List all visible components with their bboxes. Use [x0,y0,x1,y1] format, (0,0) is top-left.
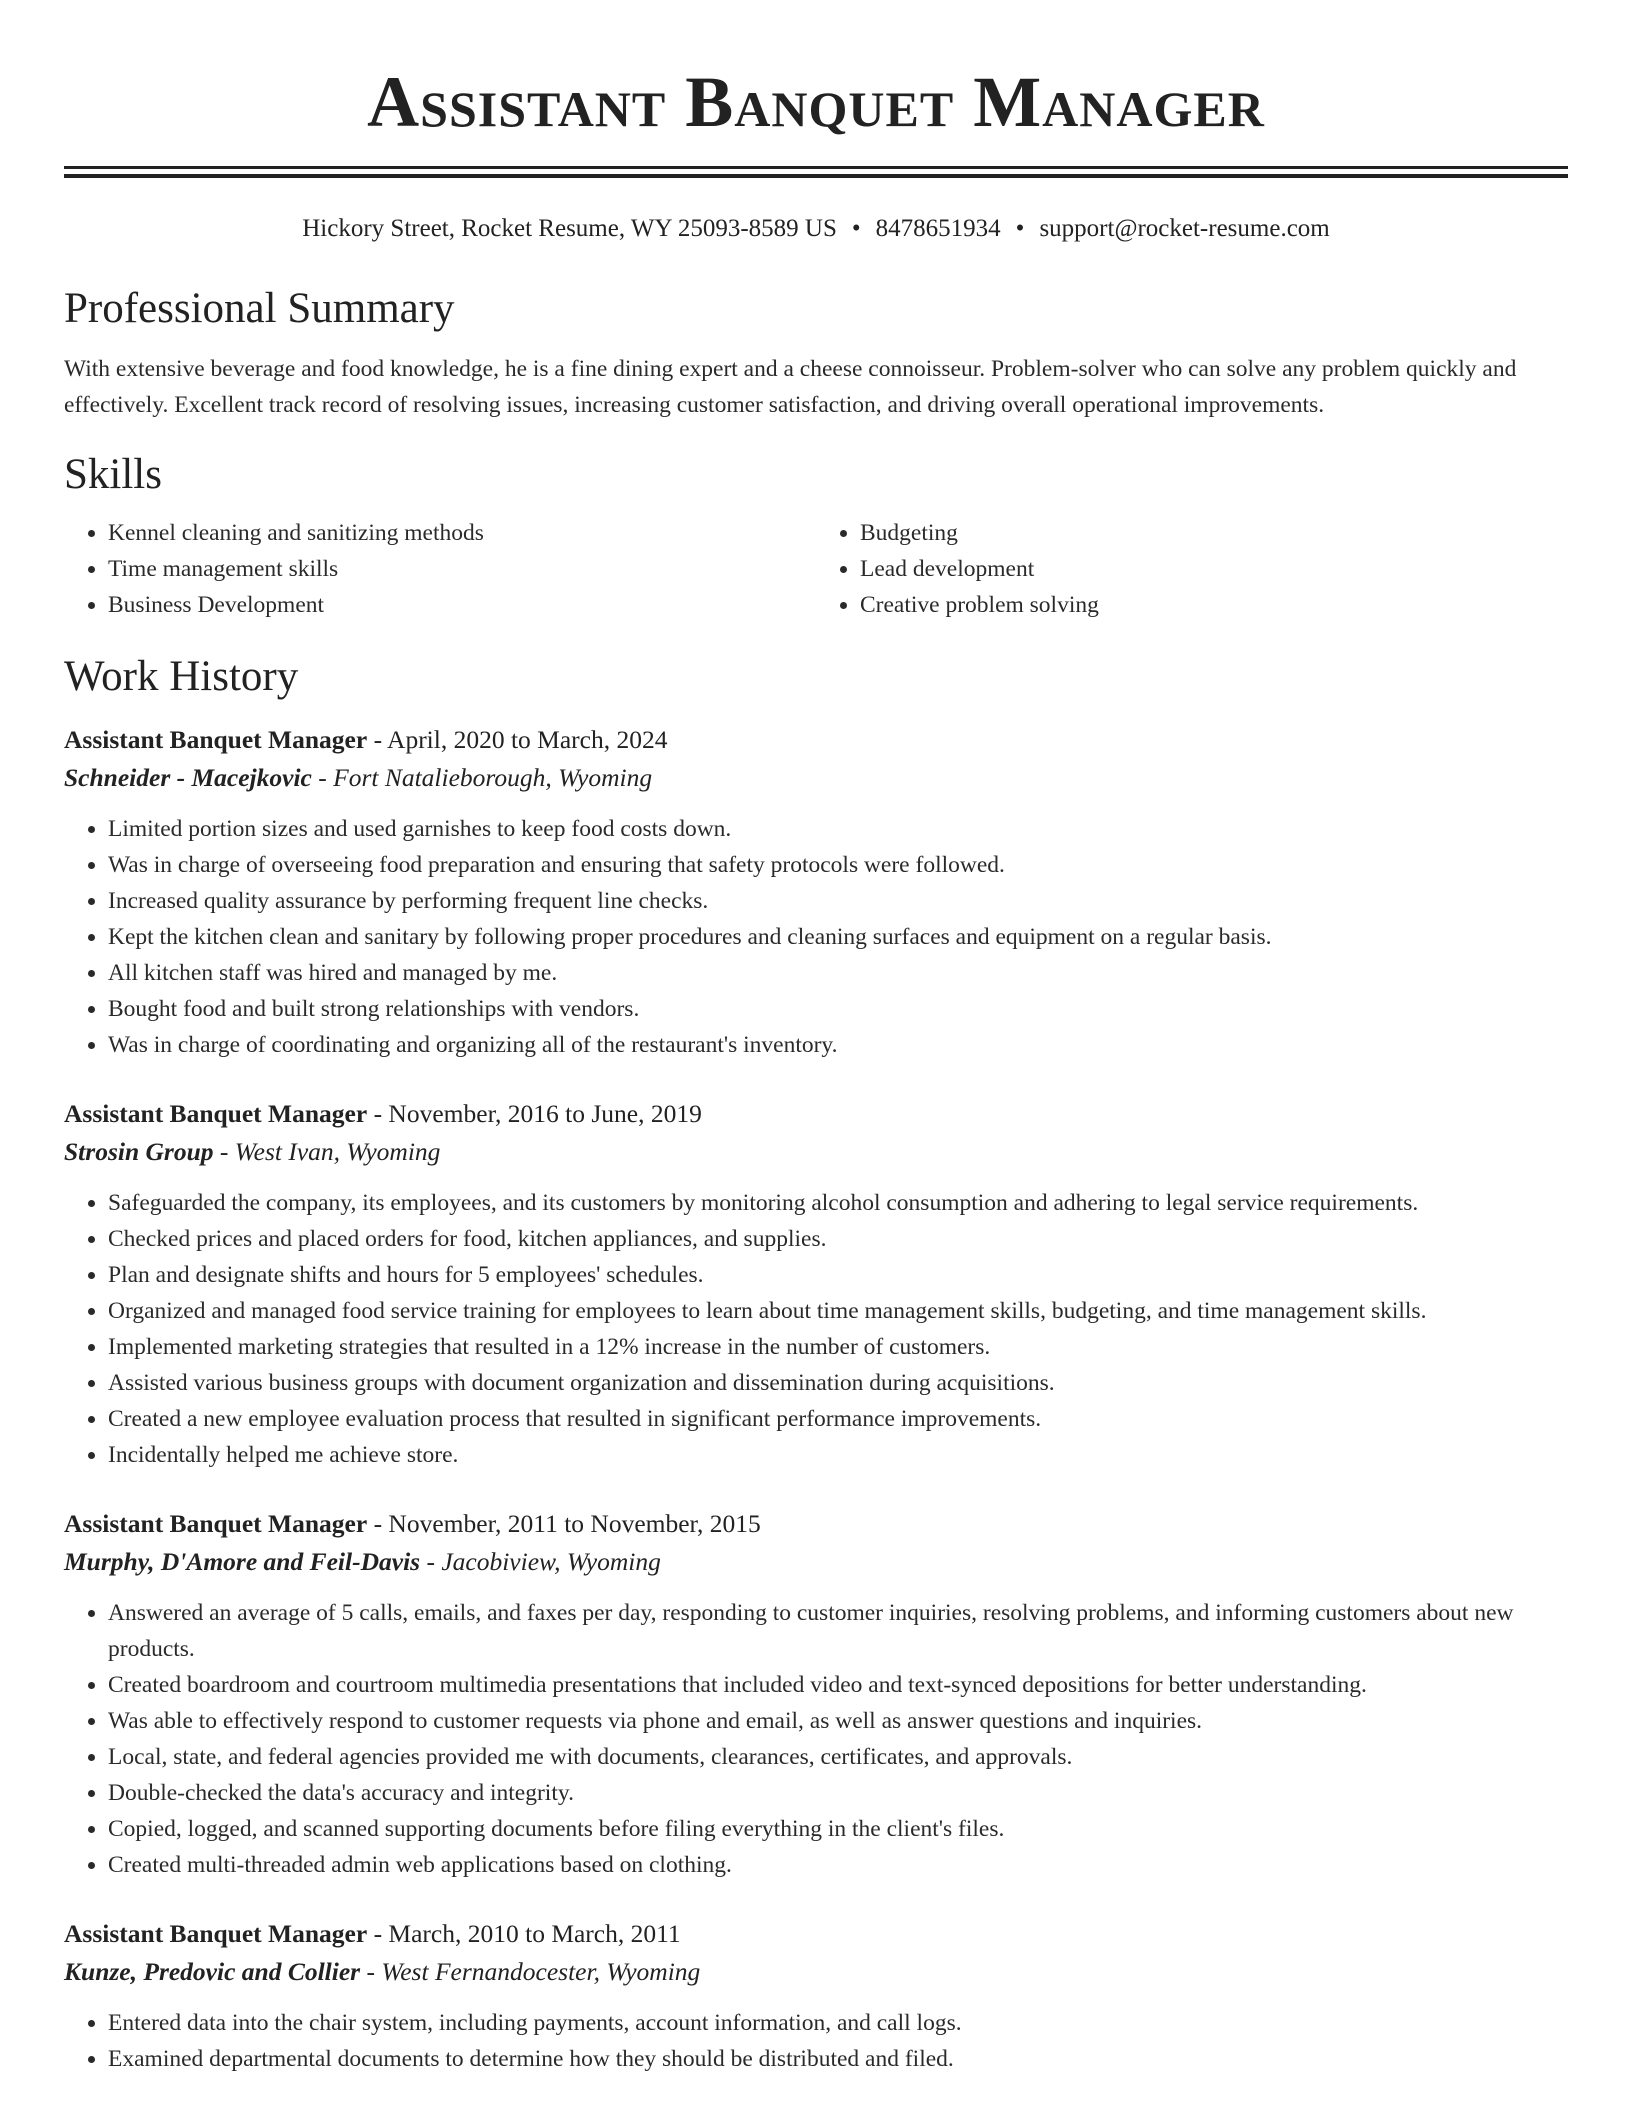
skill-item: • Time management skills [108,551,816,587]
job-entry [64,1095,1568,1473]
job-dates: - November, 2011 to November, 2015 [373,1509,761,1538]
job-company: Murphy, D'Amore and Feil-Davis [64,1547,421,1576]
job-location: - Fort Natalieborough, Wyoming [318,763,653,792]
skill-item: • Business Development [108,587,816,623]
job-employer [64,1133,1568,1171]
job-dates: - March, 2010 to March, 2011 [373,1919,681,1948]
duty-item: • Incidentally helped me achieve store. [108,1437,1568,1473]
duty-item: • All kitchen staff was hired and managed by me. [108,955,1568,991]
job-employer [64,1543,1568,1581]
duty-item: • Created multi-threaded admin web applications based on clothing. [108,1847,1568,1883]
skills-heading: Skills [64,451,162,498]
job-employer [64,1953,1568,1991]
duty-item: • Examined departmental documents to determine how they should be distributed and filed. [108,2041,1568,2077]
duty-item: • Was in charge of coordinating and organizing all of the restaurant's inventory. [108,1027,1568,1063]
job-duties [64,2005,1568,2077]
skills-column-right [816,515,1568,623]
job-entry [64,721,1568,1063]
job-duties [64,1595,1568,1883]
job-role: Assistant Banquet Manager [64,1099,368,1128]
work-history-heading: Work History [64,653,299,700]
duty-item: • Created boardroom and courtroom multimedia presentations that included video and text-synced depositions for better understanding. [108,1667,1568,1703]
duty-item: • Kept the kitchen clean and sanitary by following proper procedures and cleaning surfaces and equipment on a regular basis. [108,919,1568,955]
job-dates: - April, 2020 to March, 2024 [373,725,668,754]
job-company: Strosin Group [64,1137,214,1166]
contact-phone: 8478651934 [875,215,1001,242]
duty-item: • Implemented marketing strategies that resulted in a 12% increase in the number of customers. [108,1329,1568,1365]
duty-item: • Was in charge of overseeing food preparation and ensuring that safety protocols were followed. [108,847,1568,883]
duty-item: • Copied, logged, and scanned supporting documents before filing everything in the client's files. [108,1811,1568,1847]
job-heading [64,1095,1568,1133]
job-role: Assistant Banquet Manager [64,725,368,754]
job-heading [64,1505,1568,1543]
duty-item: • Answered an average of 5 calls, emails, and faxes per day, responding to customer inquiries, resolving problems, and informing customers about new products. [108,1595,1568,1667]
duty-item: • Plan and designate shifts and hours for 5 employees' schedules. [108,1257,1568,1293]
duty-item: • Entered data into the chair system, including payments, account information, and call logs. [108,2005,1568,2041]
skills-list [64,515,1568,623]
duty-item: • Organized and managed food service training for employees to learn about time management skills, budgeting, and time management skills. [108,1293,1568,1329]
duty-item: • Double-checked the data's accuracy and integrity. [108,1775,1568,1811]
job-location: - West Fernandocester, Wyoming [366,1957,701,1986]
contact-separator: • [851,215,861,242]
job-heading [64,721,1568,759]
duty-item: • Assisted various business groups with document organization and dissemination during acquisitions. [108,1365,1568,1401]
duty-item: • Checked prices and placed orders for food, kitchen appliances, and supplies. [108,1221,1568,1257]
summary-text: With extensive beverage and food knowledge, he is a fine dining expert and a cheese connoisseur. Problem-solver who can solve any problem quickly and effectively. Excellent track record of resolving issues, increasing customer satisfaction, and driving overall operational improvements. [64,356,1517,418]
job-location: - Jacobiview, Wyoming [426,1547,661,1576]
skill-item: • Lead development [860,551,1568,587]
skill-item: • Creative problem solving [860,587,1568,623]
job-duties [64,1185,1568,1473]
job-role: Assistant Banquet Manager [64,1919,368,1948]
duty-item: • Local, state, and federal agencies provided me with documents, clearances, certificates, and approvals. [108,1739,1568,1775]
duty-item: • Limited portion sizes and used garnishes to keep food costs down. [108,811,1568,847]
contact-line [64,213,1568,245]
job-company: Kunze, Predovic and Collier [64,1957,361,1986]
page-title: Assistant Banquet Manager [367,62,1265,142]
skills-column-left [64,515,816,623]
skill-item: • Budgeting [860,515,1568,551]
job-heading [64,1915,1568,1953]
summary-heading: Professional Summary [64,285,455,332]
duty-item: • Increased quality assurance by performing frequent line checks. [108,883,1568,919]
job-entry [64,1505,1568,1883]
duty-item: • Was able to effectively respond to customer requests via phone and email, as well as answer questions and inquiries. [108,1703,1568,1739]
job-employer [64,759,1568,797]
skill-item: • Kennel cleaning and sanitizing methods [108,515,816,551]
job-role: Assistant Banquet Manager [64,1509,368,1538]
job-entry [64,1915,1568,2077]
job-duties [64,811,1568,1063]
duty-item: • Bought food and built strong relationships with vendors. [108,991,1568,1027]
job-dates: - November, 2016 to June, 2019 [373,1099,702,1128]
contact-address: Hickory Street, Rocket Resume, WY 25093-8589 US [302,215,837,242]
duty-item: • Created a new employee evaluation process that resulted in significant performance improvements. [108,1401,1568,1437]
contact-separator: • [1015,215,1025,242]
job-location: - West Ivan, Wyoming [219,1137,441,1166]
title-divider [64,166,1568,178]
job-company: Schneider - Macejkovic [64,763,312,792]
duty-item: • Safeguarded the company, its employees, and its customers by monitoring alcohol consumption and adhering to legal service requirements. [108,1185,1568,1221]
contact-email: support@rocket-resume.com [1039,215,1330,242]
